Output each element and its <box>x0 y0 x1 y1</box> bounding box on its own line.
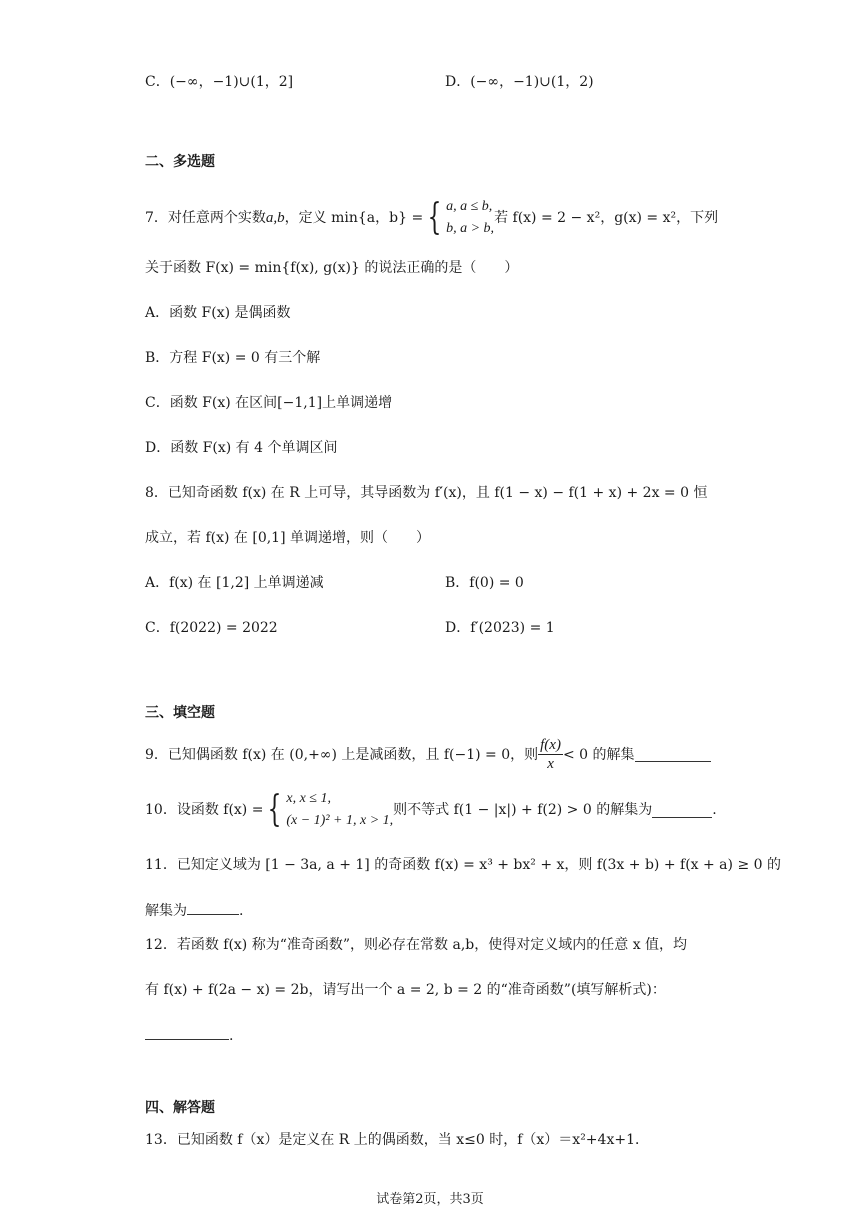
q9-suffix: < 0 的解集 <box>562 746 635 763</box>
q7-case2: b, a > b, <box>446 221 495 236</box>
q8-stem-line1: 8．已知奇函数 f(x) 在 R 上可导，其导函数为 f′(x)，且 f(1 − x) − f(1 + x) + 2x = 0 恒 <box>145 485 708 501</box>
q7-case1: a, a ≤ b, <box>446 199 493 214</box>
q9-stem <box>145 736 711 773</box>
q10-piecewise <box>263 788 393 832</box>
q8-option-c: C．f(2022) = 2022 <box>145 620 278 636</box>
q12-answer-line <box>145 1025 233 1046</box>
q7-ab: a,b <box>265 210 285 226</box>
section-title-multiple-choice: 二、多选题 <box>145 154 215 170</box>
section-title-fill-in: 三、填空题 <box>145 705 215 721</box>
q10-answer-blank[interactable] <box>652 803 712 818</box>
q6-option-c: C．(−∞，−1)∪(1，2] <box>145 74 294 90</box>
q10-stem <box>145 788 717 832</box>
q7-prefix: 7．对任意两个实数 <box>145 210 266 226</box>
q12-stem-line1: 12．若函数 f(x) 称为“准奇函数”，则必存在常数 a,b，使得对定义域内的任意 x 值，均 <box>145 937 688 953</box>
q7-option-a: A．函数 F(x) 是偶函数 <box>145 305 291 321</box>
q8-option-d: D．f′(2023) = 1 <box>445 620 555 636</box>
q10-case1: x, x ≤ 1, <box>286 791 331 806</box>
q9-numerator: f(x) <box>540 737 561 753</box>
page-footer: 试卷第2页，共3页 <box>376 1192 484 1207</box>
q9-fraction <box>538 736 563 773</box>
left-brace-icon: { <box>427 197 442 238</box>
q11-end: . <box>239 903 244 919</box>
q7-condition: 若 f(x) = 2 − x²，g(x) = x²，下列 <box>494 210 719 226</box>
q10-suffix: 则不等式 f(1 − |x|) + f(2) > 0 的解集为 <box>393 802 653 818</box>
q11-prefix: 解集为 <box>145 903 187 919</box>
q7-option-b: B．方程 F(x) = 0 有三个解 <box>145 350 321 366</box>
q7-def: ，定义 min{a，b} = <box>284 210 424 226</box>
q8-stem-line2: 成立，若 f(x) 在 [0,1] 单调递增，则（ ） <box>145 530 430 546</box>
q13-stem-line1: 13．已知函数 f（x）是定义在 R 上的偶函数，当 x≤0 时，f（x）＝x²+4x+1． <box>145 1132 649 1148</box>
q12-stem-line2: 有 f(x) + f(2a − x) = 2b，请写出一个 a = 2, b = 2 的“准奇函数”(填写解析式)： <box>145 982 666 998</box>
left-brace-icon: { <box>268 789 282 830</box>
q10-prefix: 10．设函数 f(x) = <box>145 802 264 818</box>
q6-option-d: D．(−∞，−1)∪(1，2) <box>445 74 594 90</box>
q10-end: . <box>712 802 717 818</box>
q11-stem-line1: 11．已知定义域为 [1 − 3a, a + 1] 的奇函数 f(x) = x³ + bx² + x，则 f(3x + b) + f(x + a) ≥ 0 的 <box>145 857 781 873</box>
section-title-answer: 四、解答题 <box>145 1100 215 1116</box>
q7-stem-line1 <box>145 196 718 240</box>
q7-stem-line2: 关于函数 F(x) = min{f(x), g(x)} 的说法正确的是（ ） <box>145 260 519 276</box>
q9-prefix: 9．已知偶函数 f(x) 在 (0,+∞) 上是减函数，且 f(−1) = 0，则 <box>145 746 539 763</box>
q7-piecewise <box>423 196 494 240</box>
q12-end: . <box>229 1028 234 1044</box>
q8-option-b: B．f(0) = 0 <box>445 575 524 591</box>
q9-denominator: x <box>547 756 554 772</box>
q12-answer-blank[interactable] <box>145 1025 229 1040</box>
q11-stem-line2 <box>145 900 243 921</box>
q11-answer-blank[interactable] <box>187 900 239 915</box>
q9-answer-blank[interactable] <box>635 747 711 762</box>
q8-option-a: A．f(x) 在 [1,2] 上单调递减 <box>145 575 324 591</box>
q7-option-c: C．函数 F(x) 在区间[−1,1]上单调递增 <box>145 395 393 411</box>
q7-option-d: D．函数 F(x) 有 4 个单调区间 <box>145 440 338 456</box>
q10-case2: (x − 1)² + 1, x > 1, <box>286 813 394 828</box>
